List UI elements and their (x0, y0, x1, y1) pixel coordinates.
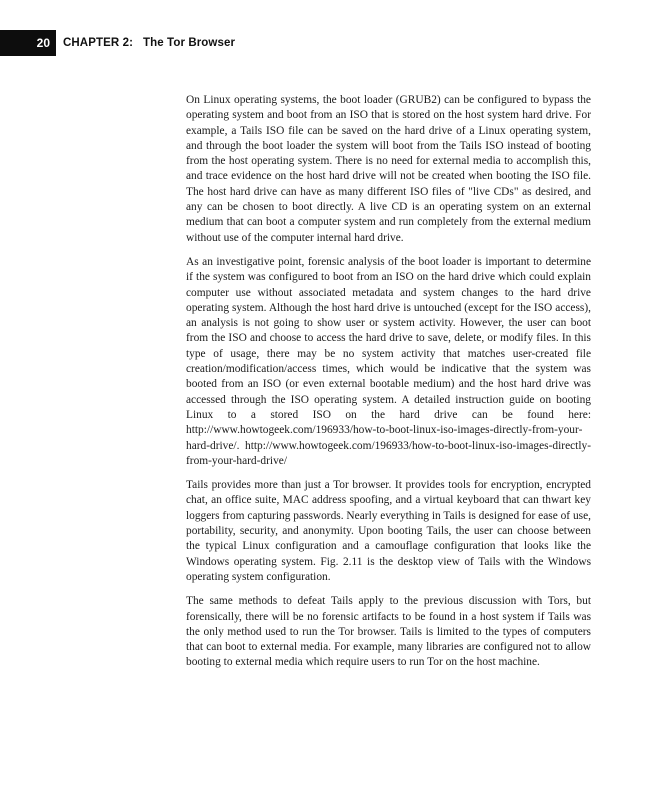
page-number: 20 (36, 36, 50, 50)
paragraph: On Linux operating systems, the boot loader (GRUB2) can be configured to bypass the operating system and boot from an ISO that is stored on the host system hard drive. For example, a Tails ISO file can be saved on the hard drive of a Linux operating system, and through the boot loader the system will boot from the Tails ISO instead of booting from the host operating system. There is no need for external media to accomplish this, and trace evidence on the host hard drive will not be created when booting the ISO file. The host hard drive can have as many different ISO files of "live CDs" as desired, and any can be chosen to boot directly. A live CD is an operating system on an external medium that can boot a computer system and run completely from the external medium without use of the computer internal hard drive. (186, 94, 591, 244)
paragraph: As an investigative point, forensic analysis of the boot loader is important to determine if the system was configured to boot from an ISO on the hard drive which could explain computer use without associated metadata and system changes to the hard drive operating system. Although the host hard drive is untouched (except for the ISO access), an analysis is not going to show user or system activity. However, the user can boot from the ISO and choose to access the hard drive to save, delete, or modify files. In this type of usage, there may be no system activity that matches user-created file creation/modification/access times, which would be indicative that the system was booted from an ISO (or even external bootable medium) and the host hard drive was accessed through the ISO operating system. A detailed instruction guide on booting Linux to a stored ISO on the hard drive can be found here: http://www.howtogeek.com/196933/how-to-boot-linux-iso-images-directly-from-your-hard-drive/. http://www.howtogeek.com/196933/how-to-boot-linux-iso-images-directly-from-your-hard-drive/ (186, 255, 591, 467)
running-header (0, 30, 235, 56)
paragraph: The same methods to defeat Tails apply to the previous discussion with Tors, but forensically, there will be no forensic artifacts to be found in a host system if Tails was the only method used to run the Tor browser. Tails is limited to the types of computers that can boot to external media. For example, many libraries are configured not to allow booting to external media which require users to run Tor on the host machine. (186, 595, 591, 669)
chapter-heading (63, 37, 235, 49)
paragraph: Tails provides more than just a Tor browser. It provides tools for encryption, encrypted chat, an office suite, MAC address spoofing, and a virtual keyboard that can thwart key loggers from capturing passwords. Nearly everything in Tails is designed for ease of use, portability, security, and anonymity. Upon booting Tails, the user can choose between the typical Linux configuration and a camouflage configuration that looks like the Windows operating system. Fig. 2.11 is the desktop view of Tails with the Windows operating system configuration. (186, 479, 591, 583)
page-number-tab (0, 30, 56, 56)
chapter-number: CHAPTER 2: (63, 37, 134, 49)
body-text (186, 93, 591, 680)
chapter-title: The Tor Browser (143, 37, 236, 49)
